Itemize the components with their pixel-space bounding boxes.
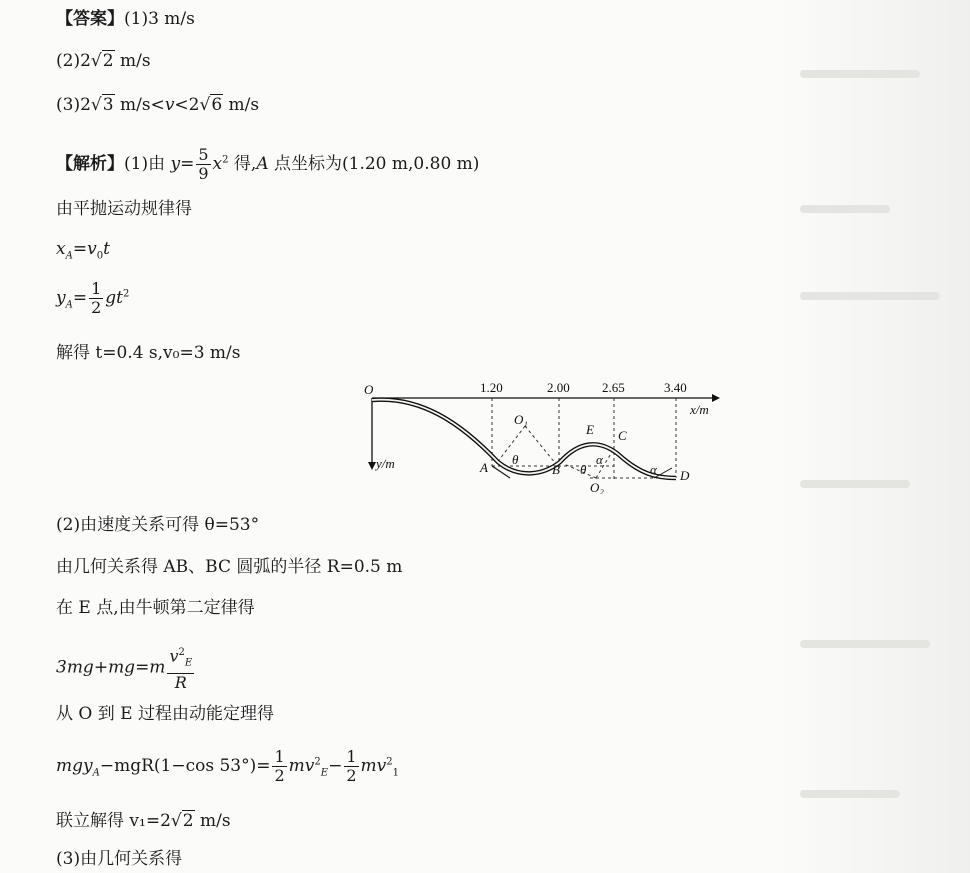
bleed-line <box>800 205 890 213</box>
operator: = <box>72 239 88 259</box>
variable: t <box>103 239 110 259</box>
analysis-line-4 <box>56 280 129 317</box>
x-tick-label: 2.00 <box>547 382 570 395</box>
fraction <box>167 644 194 692</box>
fraction <box>89 280 103 317</box>
subscript: A <box>65 299 73 311</box>
answer-part-3-prefix: (3)2 <box>56 95 91 115</box>
variable: v <box>87 239 97 259</box>
answer-line-2: (2)2√2 m/s <box>56 51 151 71</box>
variable: v <box>169 646 179 666</box>
subscript: 0 <box>96 250 104 262</box>
part2-line-4: 从 O 到 E 过程由动能定理得 <box>56 704 274 724</box>
denominator: R <box>174 672 187 692</box>
denominator: 9 <box>198 164 209 183</box>
term: −mgR(1−cos 53°)= <box>99 756 271 776</box>
part2-equation-1 <box>56 644 196 692</box>
answer-part-1: (1)3 m/s <box>124 9 195 29</box>
analysis-line-1 <box>56 146 479 183</box>
operator: = <box>72 288 88 308</box>
point-label: A <box>256 154 269 174</box>
answer-part-3-less-than: <2 <box>174 95 200 115</box>
numerator: 1 <box>346 747 357 766</box>
exponent: 2 <box>314 756 321 768</box>
x-axis-arrow <box>712 394 720 402</box>
variable: y <box>170 154 181 174</box>
point-e-label: E <box>586 422 594 437</box>
exponent: 2 <box>386 756 393 768</box>
text: 联立解得 v₁=2 <box>56 811 171 831</box>
radius-o1-a <box>496 426 525 464</box>
variable: x <box>56 239 66 259</box>
angle-alpha-label: α <box>596 452 603 467</box>
point-d-label: D <box>680 468 690 483</box>
subscript: E <box>184 657 193 669</box>
answer-line-3: (3)2√3 m/s<v<2√6 m/s <box>56 95 260 115</box>
y-axis-arrow <box>368 462 376 470</box>
part2-equation-2 <box>56 748 399 785</box>
y-axis-label: y/m <box>376 456 395 471</box>
bleed-line <box>800 480 910 488</box>
answer-part-3-variable: v <box>164 95 175 115</box>
point-c-label: C <box>618 428 627 443</box>
answer-part-3-radicand-1: 3 <box>102 95 114 115</box>
answer-line-1 <box>56 8 195 30</box>
denominator: 2 <box>274 766 285 785</box>
x-axis-label: x/m <box>690 402 709 417</box>
x-tick-label: 3.40 <box>664 382 687 395</box>
subscript: 1 <box>392 767 400 779</box>
term: mgy <box>56 756 93 776</box>
part2-line-1: (2)由速度关系可得 θ=53° <box>56 515 260 535</box>
answer-part-2-unit: m/s <box>114 51 151 71</box>
subscript: A <box>92 767 100 779</box>
text: (1)由 <box>124 154 171 174</box>
angle-theta-label: θ <box>580 462 587 477</box>
numerator: 1 <box>91 279 102 298</box>
part2-line-3: 在 E 点,由牛顿第二定律得 <box>56 598 255 618</box>
answer-part-2-radicand: 2 <box>102 51 114 71</box>
radius-o1-b <box>525 426 556 464</box>
angle-alpha-label: α <box>650 462 657 477</box>
answer-part-2-prefix: (2)2 <box>56 51 91 71</box>
answer-part-3-mid: m/s< <box>114 95 165 115</box>
text: 点坐标为(1.20 m,0.80 m) <box>268 154 480 174</box>
text: 得, <box>228 154 257 174</box>
bleed-line <box>800 292 940 300</box>
analysis-line-2: 由平抛运动规律得 <box>56 199 192 219</box>
term: mv <box>360 756 387 776</box>
point-b-label: B <box>552 462 560 477</box>
equation-left: 3mg+mg=m <box>56 657 166 678</box>
bleed-line <box>800 70 920 78</box>
origin-label: O <box>364 382 374 397</box>
analysis-line-3 <box>56 238 110 267</box>
bleed-line <box>800 790 900 798</box>
numerator: 5 <box>198 145 209 164</box>
angle-theta-label: θ <box>512 452 519 467</box>
answer-label: 【答案】 <box>56 9 124 29</box>
part3-line-1: (3)由几何关系得 <box>56 849 183 869</box>
x-tick-label: 2.65 <box>602 382 625 395</box>
denominator: 2 <box>346 766 357 785</box>
track-diagram <box>360 382 720 494</box>
answer-part-3-unit: m/s <box>223 95 260 115</box>
fraction <box>272 748 286 785</box>
variable: y <box>56 288 66 308</box>
exponent: 2 <box>123 288 130 300</box>
variable: gt <box>105 288 123 308</box>
denominator: 2 <box>91 298 102 317</box>
unit: m/s <box>194 811 231 831</box>
radicand: 2 <box>182 811 194 831</box>
operator: − <box>328 756 343 776</box>
numerator: 1 <box>274 747 285 766</box>
center-o1-label: O₁ <box>514 412 528 427</box>
bleed-through-background <box>780 0 970 873</box>
analysis-line-5: 解得 t=0.4 s,v₀=3 m/s <box>56 343 241 363</box>
part2-line-2: 由几何关系得 AB、BC 圆弧的半径 R=0.5 m <box>56 557 403 577</box>
exponent: 2 <box>222 154 229 166</box>
x-tick-label: 1.20 <box>480 382 503 395</box>
fraction <box>344 748 358 785</box>
operator: = <box>180 154 195 174</box>
bleed-line <box>800 640 930 648</box>
center-o2-label: O₂ <box>590 480 604 494</box>
fraction <box>196 146 210 183</box>
exponent: 2 <box>178 647 185 658</box>
numerator <box>167 644 194 674</box>
term: mv <box>288 756 315 776</box>
analysis-label: 【解析】 <box>56 154 124 174</box>
variable: x <box>212 154 223 174</box>
subscript: E <box>320 767 329 779</box>
subscript: A <box>65 250 73 262</box>
point-a-label: A <box>480 460 488 475</box>
answer-part-3-radicand-2: 6 <box>211 95 223 115</box>
part2-result: 联立解得 v₁=2√2 m/s <box>56 811 231 831</box>
